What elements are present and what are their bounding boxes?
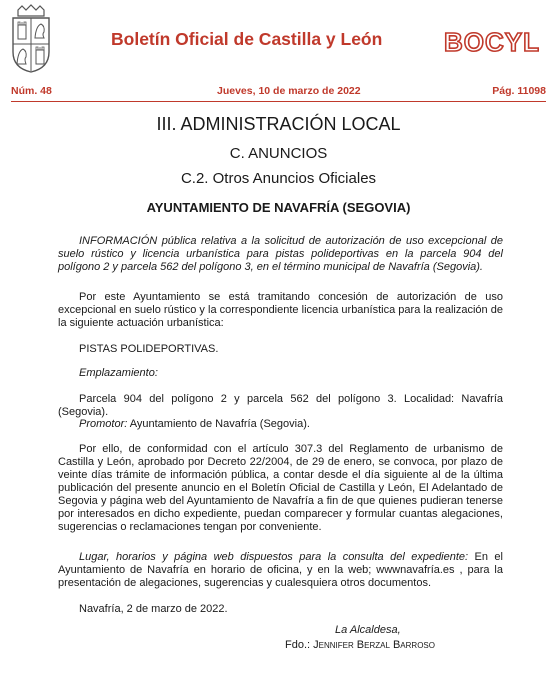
issue-number: Núm. 48 (11, 85, 52, 97)
signature-prefix: Fdo.: (285, 639, 314, 651)
paragraph-place-date (58, 603, 503, 616)
paragraph-procedure (58, 291, 503, 330)
bocyl-logo (437, 26, 547, 58)
header-divider (11, 101, 546, 102)
page-number: Pág. 11098 (492, 85, 546, 97)
issue-meta (11, 85, 546, 99)
bulletin-title: Boletín Oficial de Castilla y León (111, 29, 383, 49)
page-header (0, 0, 557, 80)
castilla-y-leon-coat-of-arms-icon (8, 4, 54, 74)
paragraph-consultation (58, 551, 503, 590)
svg-text:BOCYL: BOCYL (444, 27, 540, 57)
signature-name: Jennifer Berzal Barroso (313, 639, 435, 651)
promoter-text: Ayuntamiento de Navafría (Segovia). (127, 418, 310, 430)
issue-date: Jueves, 10 de marzo de 2022 (217, 85, 361, 97)
paragraph-public-information (58, 443, 503, 534)
consultation-label: Lugar, horarios y página web dispuestos para la consulta del expediente: (79, 551, 469, 563)
announcement-summary (58, 235, 503, 274)
subsubsection-heading: C.2. Otros Anuncios Oficiales (180, 170, 377, 187)
paragraph-activity (58, 343, 503, 356)
location-label: Emplazamiento: (79, 367, 158, 379)
procedure-text: Por este Ayuntamiento se está tramitando concesión de autorización de uso excepcional en suelo rústico y la correspondiente licencia urbanística para la realización de la siguiente actuación urbanística: (58, 291, 503, 329)
consultation-text: En el Ayuntamiento de Navafría en horario de oficina, y en la web; wwwnavafría.es , para la presentación de alegaciones, sugerencias y cualesquiera otros documentos. (58, 551, 503, 589)
paragraph-location (58, 393, 503, 419)
activity-text: PISTAS POLIDEPORTIVAS. (79, 343, 219, 355)
summary-text: INFORMACIÓN pública relativa a la solicitud de autorización de uso excepcional de suelo rústico y licencia urbanística para pistas polideportivas en la parcela 904 del polígono 2 y parcela 562 del polígono 3, en el término municipal de Navafría (Segovia). (58, 235, 503, 273)
signature-line (285, 639, 435, 651)
organism-heading: AYUNTAMIENTO DE NAVAFRÍA (SEGOVIA) (146, 200, 411, 215)
section-heading: III. ADMINISTRACIÓN LOCAL (156, 114, 401, 134)
promoter-label: Promotor: (79, 418, 128, 430)
paragraph-location-label (58, 367, 503, 380)
place-date-text: Navafría, 2 de marzo de 2022. (79, 603, 228, 615)
public-information-text: Por ello, de conformidad con el artículo 307.3 del Reglamento de urbanismo de Castilla y León, aprobado por Decreto 22/2004, de 29 de enero, se convoca, por plazo de veinte días trámite de información pública, a contar desde el día siguiente al de la última publicación del presente anuncio en el Boletín Oficial de Castilla y León, El Adelantado de Segovia y página web del Ayuntamiento de Navafría a fin de que quienes pudieran tenerse por interesados en dicho expediente, puedan comparecer y formular cuantas alegaciones, sugerencias o reclamaciones tengan por conveniente. (58, 443, 503, 533)
paragraph-promoter (58, 418, 503, 431)
signature-role: La Alcaldesa, (335, 624, 401, 636)
location-text: Parcela 904 del polígono 2 y parcela 562 del polígono 3. Localidad: Navafría (Segovia). (58, 393, 503, 418)
subsection-heading: C. ANUNCIOS (229, 145, 328, 162)
